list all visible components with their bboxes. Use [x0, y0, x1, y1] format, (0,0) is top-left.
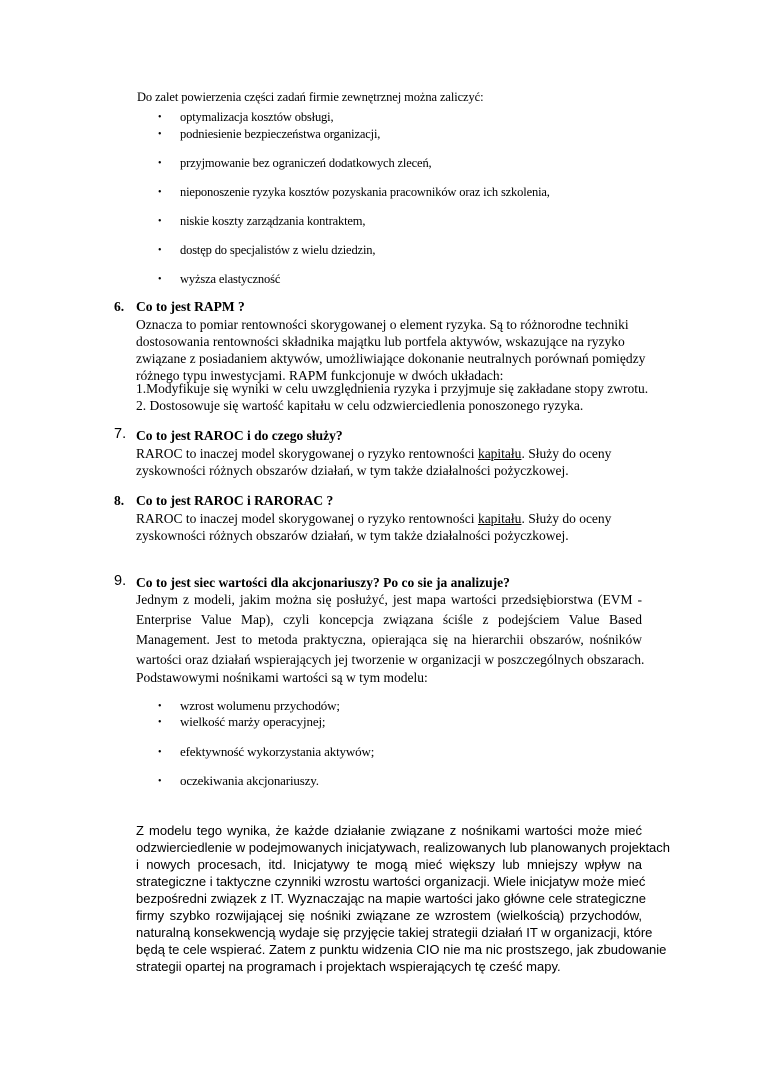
question-9-text: wartości oraz działań wspierających jej tworzenie w organizacji w poszczególnych obszarach. [136, 652, 645, 667]
bullet-icon: • [158, 129, 162, 140]
bullet-icon: • [158, 747, 162, 758]
bullet-icon: • [158, 776, 162, 787]
conclusion-paragraph: Z modelu tego wynika, że każde działanie związane z nośnikami wartości może mieć odzwierciedlenie w podejmowanych inicjatywach, realizowanych lub planowanych projektach i nowych procesach, itd. Inicjatywy te mogą mieć większy lub mniejszy wpływ na strategiczne i taktyczne czynniki wzrostu wartości organizacji. Wiele inicjatyw może mieć bezpośredni związek z IT. Wyznaczając na mapie wartości jako główne cele strategiczne firmy szybko rozwijającej się nośniki związane ze wzrostem (wielkością) przychodów, naturalną konsekwencją wydaje się przyjęcie takiej strategii działań IT w organizacji, które będą te cele wspierać. Zatem z punktu widzenia CIO nie ma nic prostszego, jak zbudowanie strategii opartej na programach i projektach wspierających tę cześć mapy. [136, 823, 671, 974]
question-8-number: 8. [114, 493, 125, 508]
list-item: • wzrost wolumenu przychodów; [158, 698, 340, 713]
question-8-text: RAROC to inaczej model skorygowanej o ryzyko rentowności kapitału. Służy do oceny [136, 511, 612, 526]
bullet-icon: • [158, 701, 162, 712]
list-item: • optymalizacja kosztów obsługi, [158, 110, 334, 124]
bullet-icon: • [158, 245, 162, 256]
list-item: • podniesienie bezpieczeństwa organizacji, [158, 127, 381, 141]
question-7-number: 7. [114, 426, 127, 442]
list-item: • przyjmowanie bez ograniczeń dodatkowych zleceń, [158, 156, 432, 170]
list-item: • wielkość marży operacyjnej; [158, 714, 326, 729]
bullet-icon: • [158, 158, 162, 169]
question-6-text: 1.Modyfikuje się wyniki w celu uwzględnienia ryzyka i przyjmuje się zakładane stopy zwrotu. [136, 381, 649, 396]
list-item: • dostęp do specjalistów z wielu dziedzin, [158, 243, 376, 257]
list-item: • efektywność wykorzystania aktywów; [158, 744, 375, 759]
question-7-text: zyskowności różnych obszarów działań, w tym także działalności pożyczkowej. [136, 463, 569, 478]
kapitalu-link[interactable]: kapitału [477, 446, 522, 461]
question-9-text: Management. Jest to metoda praktyczna, opierająca się na hierarchii obszarów, nośników [136, 632, 642, 647]
question-6-text: różnego typu inwestycjami. RAPM funkcjonuje w dwóch układach: [136, 368, 504, 383]
question-7-text: RAROC to inaczej model skorygowanej o ryzyko rentowności kapitału. Służy do oceny [136, 446, 612, 461]
question-8-title: Co to jest RAROC i RARORAC ? [136, 493, 334, 508]
list-item: • wyższa elastyczność [158, 272, 281, 286]
question-6-text: Oznacza to pomiar rentowności skorygowanej o element ryzyka. Są to różnorodne techniki [136, 317, 629, 332]
question-6-text: 2. Dostosowuje się wartość kapitału w celu odzwierciedlenia ponoszonego ryzyka. [136, 398, 584, 413]
carriers-intro: Podstawowymi nośnikami wartości są w tym modelu: [136, 670, 428, 685]
question-9-text: Enterprise Value Map), czyli koncepcja związana ściśle z podejściem Value Based [136, 612, 642, 627]
list-item: • nieponoszenie ryzyka kosztów pozyskania pracowników oraz ich szkolenia, [158, 185, 550, 199]
bullet-icon: • [158, 274, 162, 285]
question-7-title: Co to jest RAROC i do czego służy? [136, 428, 343, 443]
question-9-number: 9. [114, 573, 127, 589]
question-6-text: związane z posiadaniem aktywów, umożliwiające dokonanie neutralnych porównań pomiędzy [136, 351, 646, 366]
bullet-icon: • [158, 717, 162, 728]
question-8-text: zyskowności różnych obszarów działań, w tym także działalności pożyczkowej. [136, 528, 569, 543]
kapitalu-link[interactable]: kapitału [477, 511, 522, 526]
bullet-icon: • [158, 187, 162, 198]
list-item: • oczekiwania akcjonariuszy. [158, 773, 319, 788]
question-9-title: Co to jest siec wartości dla akcjonariuszy? Po co sie ja analizuje? [136, 575, 510, 590]
bullet-icon: • [158, 216, 162, 227]
question-6-title: Co to jest RAPM ? [136, 299, 245, 314]
question-6-number: 6. [114, 299, 125, 314]
bullet-icon: • [158, 112, 162, 123]
list-item: • niskie koszty zarządzania kontraktem, [158, 214, 366, 228]
question-9-text: Jednym z modeli, jakim można się posłużyć, jest mapa wartości przedsiębiorstwa (EVM - [136, 592, 642, 607]
question-6-text: dostosowania rentowności składnika majątku lub portfela aktywów, wskazujące na ryzyko [136, 334, 625, 349]
intro-text: Do zalet powierzenia części zadań firmie zewnętrznej można zaliczyć: [137, 90, 484, 104]
